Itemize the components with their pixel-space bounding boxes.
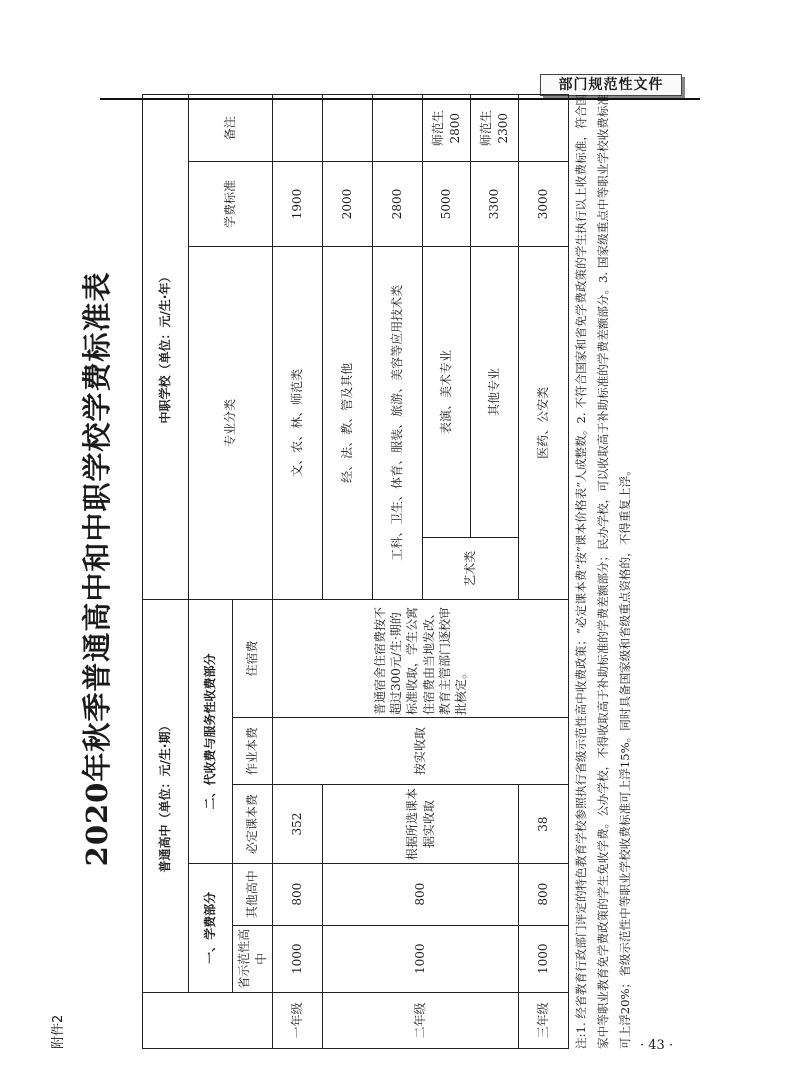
other-fee: 800 xyxy=(272,863,322,925)
textbook-fee: 352 xyxy=(272,785,322,864)
voc-col-fee: 学费标准 xyxy=(188,162,272,246)
voc-group-arts: 艺术类 xyxy=(422,538,518,600)
service-fee-part-header: 二、代收费与服务性收费部分 xyxy=(188,600,232,864)
voc-note xyxy=(372,95,422,162)
grade-label: 一年级 xyxy=(272,992,322,1048)
document-category-badge: 部门规范性文件 xyxy=(540,74,682,96)
voc-fee: 2800 xyxy=(372,162,422,246)
fee-standards-table xyxy=(142,94,569,1049)
textbook-fee: 38 xyxy=(518,785,568,864)
voc-category: 经、法、教、管及其他 xyxy=(322,246,372,600)
voc-category: 表演、美术专业 xyxy=(422,246,470,538)
other-fee: 800 xyxy=(518,863,568,925)
vocational-school-header: 中职学校（单位：元/生·年） xyxy=(142,95,188,600)
other-fee: 800 xyxy=(322,863,518,925)
provincial-fee: 1000 xyxy=(272,925,322,992)
voc-note: 师范生2800 xyxy=(422,95,470,162)
hs-col-lodging: 住宿费 xyxy=(232,600,272,718)
page-title: 2020年秋季普通高中和中职学校学费标准表 xyxy=(79,271,114,867)
voc-fee: 3000 xyxy=(518,162,568,246)
grade-label: 二年级 xyxy=(322,992,518,1048)
high-school-header: 普通高中（单位：元/生·期） xyxy=(142,600,188,993)
grade-header-cell xyxy=(142,992,272,1048)
hs-col-provincial: 省示范性高中 xyxy=(232,925,272,992)
voc-category: 医药、公安类 xyxy=(518,246,568,600)
voc-note: 师范生2300 xyxy=(470,95,518,162)
voc-note xyxy=(322,95,372,162)
attachment-label: 附件2 xyxy=(50,1014,66,1049)
voc-category: 工科、卫生、体育、服装、旅游、美容等应用技术类 xyxy=(372,246,422,600)
workbook-fee: 按实收取 xyxy=(272,717,568,784)
lodging-fee: 普通宿舍住宿费按不超过300元/生·期的标准收取，学生公寓住宿费由当地发改、教育主管部门逐校审批核定。 xyxy=(272,600,568,718)
voc-fee: 3300 xyxy=(470,162,518,246)
rotated-page-content xyxy=(47,89,747,1049)
page-number: · 43 · xyxy=(640,1038,674,1053)
voc-col-note: 备注 xyxy=(188,95,272,162)
voc-fee: 2000 xyxy=(322,162,372,246)
provincial-fee: 1000 xyxy=(518,925,568,992)
provincial-fee: 1000 xyxy=(322,925,518,992)
voc-category: 文、农、林、师范类 xyxy=(272,246,322,600)
hs-col-textbook: 必定课本费 xyxy=(232,785,272,864)
hs-col-other: 其他高中 xyxy=(232,863,272,925)
voc-note xyxy=(518,95,568,162)
voc-fee: 1900 xyxy=(272,162,322,246)
tuition-part-header: 一、学费部分 xyxy=(188,863,232,992)
voc-note xyxy=(272,95,322,162)
grade-label: 三年级 xyxy=(518,992,568,1048)
hs-col-workbook: 作业本费 xyxy=(232,717,272,784)
voc-fee: 5000 xyxy=(422,162,470,246)
table-notes: 注:1. 经省教育行政部门评定的特色教育学校参照执行省级示范性高中收费政策；“必定课本费”按“课本价格表”人成整数。2. 不符合国家和省免学费政策的学生执行以上收费标准，符合国家中等职业教育免学费政策的学生免收学费。公办学校，不得收取高于补助标准的学费差额部分；民办学校，可以收取高于补助标准的学费差额部分。3. 国家级重点中等职业学校收费标准可上浮20%；省级示范性中等职业学校收费标准可上浮15%。同时具备国家级和省级重点资格的，不得重复上浮。 xyxy=(573,94,632,1049)
voc-col-category: 专业分类 xyxy=(188,246,272,600)
voc-category: 其他专业 xyxy=(470,246,518,538)
textbook-fee: 根据所选课本据实收取 xyxy=(322,785,518,864)
